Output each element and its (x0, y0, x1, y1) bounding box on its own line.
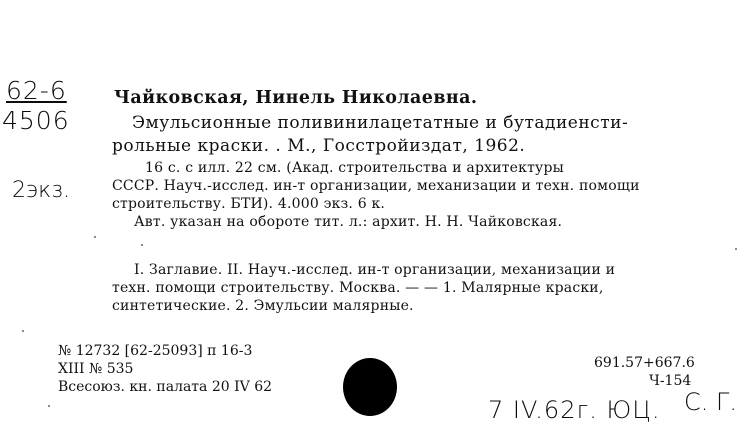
copies-handwritten: 2экз. (12, 178, 71, 203)
title-line-2: рольные краски. . М., Госстройиздат, 1962. (112, 136, 526, 156)
tracing-line-2: техн. помощи строительству. Москва. — — 1. Малярные краски, (112, 280, 604, 296)
tracing-line-3: синтетические. 2. Эмульсии малярные. (112, 298, 414, 314)
author-mark: Ч-154 (649, 373, 692, 389)
collation-line-2: СССР. Науч.-исслед. ин-т организации, механизации и техн. помощи (112, 178, 640, 194)
classification-number: 691.57+667.6 (594, 355, 695, 371)
scan-speck (735, 248, 737, 250)
corner-handwritten: С. Г. (684, 388, 738, 416)
call-number-handwritten: 62-6 (6, 76, 67, 105)
scan-speck (141, 244, 143, 246)
chamber-imprint: Всесоюз. кн. палата 20 IV 62 (58, 379, 273, 395)
tracing-line-1: I. Заглавие. II. Науч.-исслед. ин-т организации, механизации и (134, 262, 616, 278)
collation-line-3: строительству. БТИ). 4.000 экз. 6 к. (112, 196, 386, 212)
note-line: Авт. указан на обороте тит. л.: архит. Н. Н. Чайковская. (134, 214, 563, 230)
date-stamp-handwritten: 7 IV.62г. ЮЦ. (488, 396, 661, 424)
inventory-number-handwritten: 4506 (2, 106, 70, 135)
collation-line-1: 16 с. с илл. 22 см. (Акад. строительства и архитектуры (145, 160, 564, 176)
scan-speck (94, 236, 96, 238)
series-number: XIII № 535 (58, 361, 134, 377)
card-number: № 12732 [62-25093] п 16-3 (58, 343, 253, 359)
card-punch-hole (343, 358, 397, 416)
title-line-1: Эмульсионные поливинилацетатные и бутадиенсти- (132, 113, 629, 133)
scan-speck (22, 330, 24, 332)
heading-author: Чайковская, Нинель Николаевна. (114, 88, 478, 108)
scan-speck (48, 405, 50, 407)
